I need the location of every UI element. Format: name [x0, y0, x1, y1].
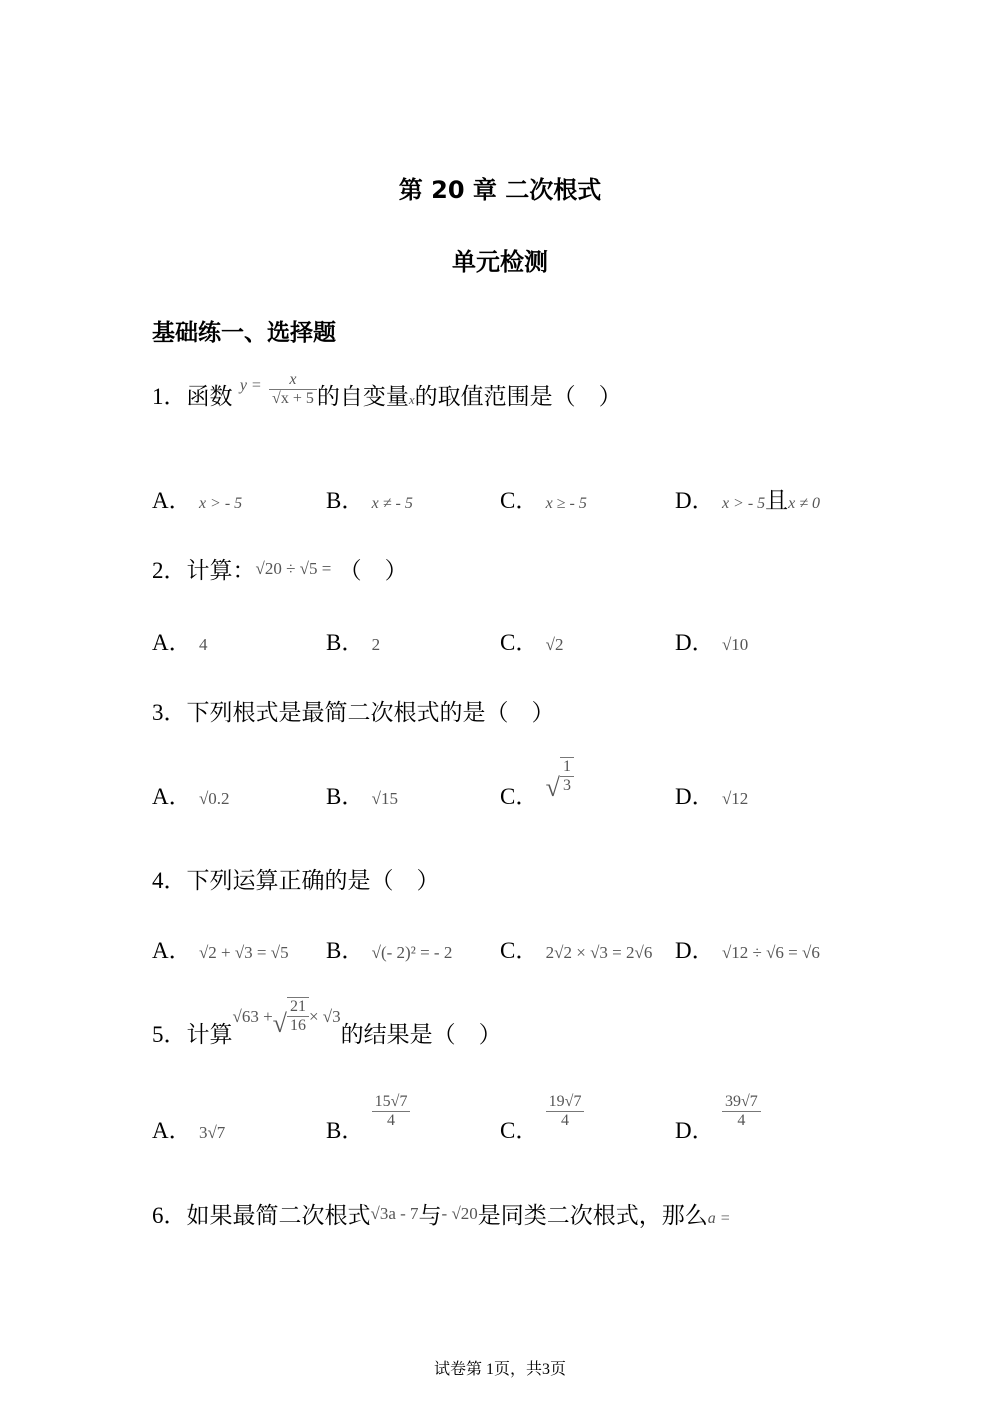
- option-2d[interactable]: D． √10: [675, 630, 749, 655]
- math-lhs: y =: [239, 377, 262, 394]
- option-1c[interactable]: C． x ≥ - 5: [500, 488, 587, 513]
- option-4a[interactable]: A． √2 + √3 = √5: [152, 938, 289, 963]
- question-text: 函数: [186, 384, 233, 410]
- question-1: [152, 371, 622, 416]
- question-text: 的取值范围是（ ）: [414, 384, 622, 410]
- math-term-b: - √20: [441, 1204, 478, 1223]
- math-term-a: √63 +: [232, 1007, 273, 1026]
- question-3: [152, 694, 555, 727]
- option-3d[interactable]: D． √12: [675, 784, 749, 809]
- math-var: x: [408, 392, 415, 407]
- option-5d[interactable]: D． $\frac{39√7}{4}$: [675, 1092, 761, 1130]
- math-term-b: × √3: [308, 1007, 341, 1026]
- question-number: 4．: [152, 868, 187, 893]
- question-number: 2．: [152, 558, 187, 583]
- option-1a[interactable]: A． x > - 5: [152, 488, 243, 513]
- option-3c[interactable]: C． √ $\frac{1}{3}$: [500, 756, 574, 795]
- question-5: 5．计算√63 +√ $\frac{21}{16}$ × √3的结果是（ ）: [152, 997, 502, 1048]
- math-expr: √20 ÷ √5 =: [255, 559, 332, 578]
- question-text: 与: [418, 1203, 442, 1229]
- question-text: 如果最简二次根式: [186, 1203, 371, 1229]
- question-number: 6．: [152, 1203, 187, 1228]
- page-title: 第 20 章 二次根式: [398, 176, 602, 204]
- math-term-a: √3a - 7: [370, 1204, 419, 1223]
- question-text: 的结果是（ ）: [340, 1022, 502, 1048]
- option-2a[interactable]: A． 4: [152, 630, 208, 655]
- question-text: 下列运算正确的是（ ）: [186, 868, 440, 894]
- option-3b[interactable]: B． √15: [326, 784, 398, 809]
- option-1b[interactable]: B． x ≠ - 5: [326, 488, 413, 513]
- math-fraction: $\frac{x}{√x + 5}$: [269, 371, 317, 408]
- math-fraction: $\frac{21}{16}$: [287, 997, 309, 1035]
- section-heading: 基础练一、选择题: [152, 320, 336, 346]
- question-text: （ ）: [338, 558, 408, 584]
- page-subtitle: 单元检测: [452, 248, 548, 276]
- question-number: 3．: [152, 700, 187, 725]
- question-text: 计算：: [186, 558, 256, 584]
- question-text: 的自变量: [316, 384, 409, 410]
- option-5a[interactable]: A． 3√7: [152, 1118, 226, 1143]
- option-5b[interactable]: B． $\frac{15√7}{4}$: [326, 1092, 410, 1130]
- question-6: [152, 1197, 731, 1230]
- question-number: 1．: [152, 384, 187, 409]
- option-2c[interactable]: C． √2: [500, 630, 564, 655]
- question-text: 下列根式是最简二次根式的是（ ）: [186, 700, 555, 726]
- option-5c[interactable]: C． $\frac{19√7}{4}$: [500, 1092, 584, 1130]
- question-4: [152, 862, 440, 895]
- question-text: 计算: [186, 1022, 233, 1048]
- option-3a[interactable]: A． √0.2: [152, 784, 230, 809]
- option-4b[interactable]: B． √(- 2)² = - 2: [326, 938, 453, 963]
- question-text: 是同类二次根式，那么: [477, 1203, 708, 1229]
- math-term-c: a =: [707, 1210, 731, 1227]
- question-2: [152, 552, 408, 585]
- option-4d[interactable]: D． √12 ÷ √6 = √6: [675, 938, 820, 963]
- option-1d[interactable]: D． x > - 5且x ≠ 0: [675, 488, 821, 514]
- option-4c[interactable]: C． 2√2 × √3 = 2√6: [500, 938, 653, 963]
- page-footer: 试卷第 1页，共3页: [433, 1361, 566, 1378]
- option-2b[interactable]: B． 2: [326, 630, 381, 655]
- question-number: 5．: [152, 1022, 187, 1047]
